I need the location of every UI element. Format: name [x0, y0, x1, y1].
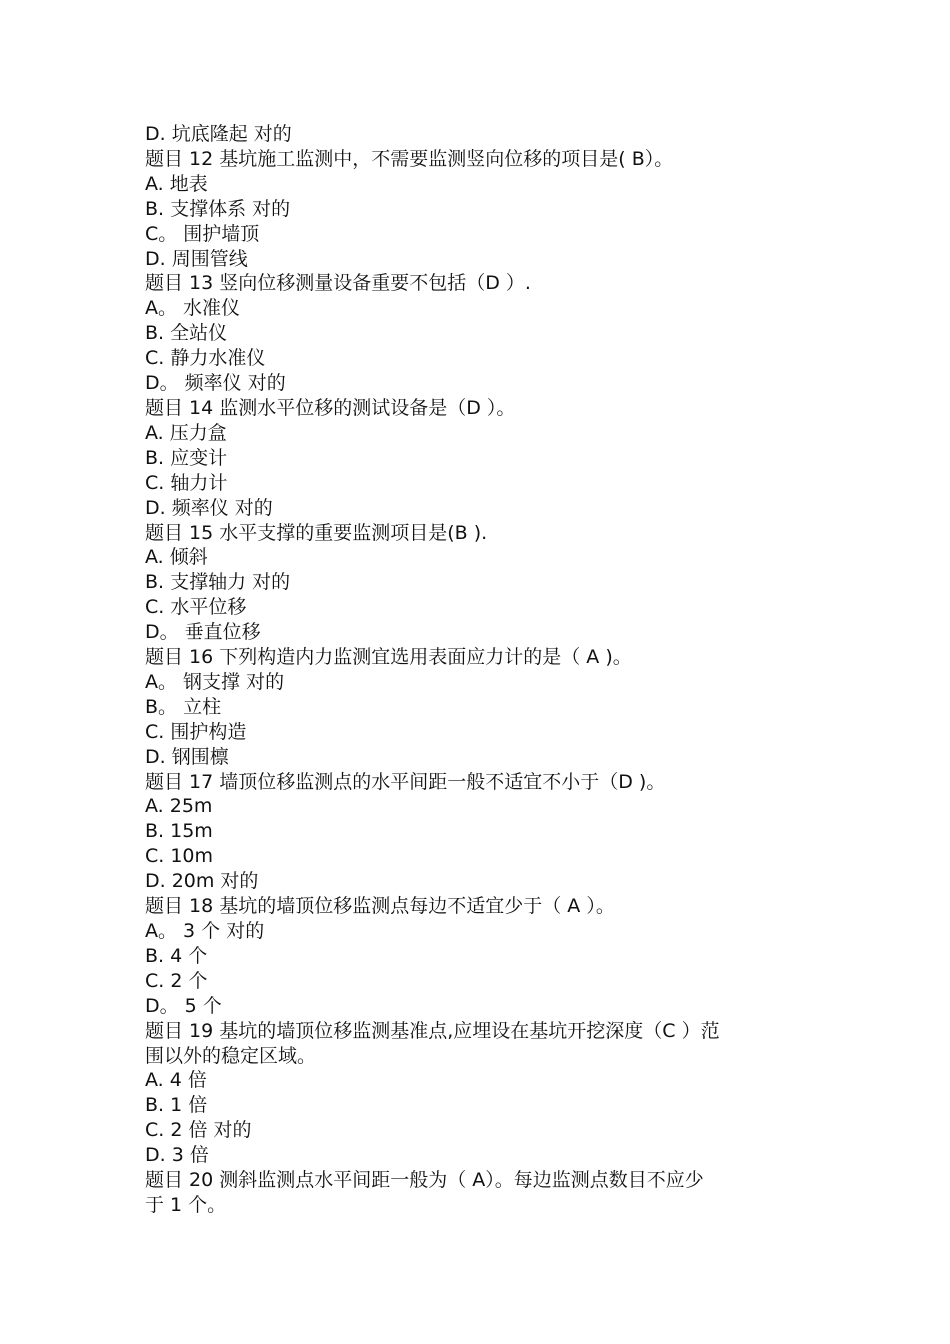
- text-line: C. 2 倍 对的: [145, 1119, 252, 1142]
- text-line: A. 压力盒: [145, 421, 227, 444]
- text-line: 题目 12 基坑施工监测中，不需要监测竖向位移的项目是( B）。: [145, 147, 674, 170]
- text-line: B. 全站仪: [145, 322, 228, 345]
- text-line: A。 3 个 对的: [145, 920, 265, 942]
- text-line: D. 坑底隆起 对的: [145, 123, 292, 145]
- text-line: 于 1 个。: [145, 1193, 227, 1216]
- text-line: C. 2 个: [145, 969, 208, 992]
- text-line: D。 垂直位移: [145, 621, 261, 644]
- text-line: 围以外的稳定区域。: [145, 1044, 317, 1067]
- text-line: B. 4 个: [145, 944, 208, 967]
- text-line: C。 围护墙顶: [145, 222, 260, 245]
- text-line: D. 20m 对的: [145, 870, 259, 893]
- text-line: C. 轴力计: [145, 471, 228, 494]
- text-line: 题目 19 基坑的墙顶位移监测基准点,应埋设在基坑开挖深度（C ）范: [145, 1019, 720, 1042]
- text-line: D. 频率仪 对的: [145, 496, 273, 519]
- text-line: B. 支撑体系 对的: [145, 197, 291, 220]
- text-line: 题目 14 监测水平位移的测试设备是（D ）。: [145, 396, 516, 419]
- text-line: B. 应变计: [145, 446, 228, 469]
- text-line: D. 3 倍: [145, 1144, 209, 1167]
- text-line: A. 25m: [145, 795, 213, 818]
- text-line: C. 围护构造: [145, 720, 247, 743]
- document-body: [145, 122, 810, 1218]
- text-line: B. 1 倍: [145, 1094, 208, 1117]
- text-line: A. 4 倍: [145, 1069, 207, 1092]
- text-line: B。 立柱: [145, 695, 222, 718]
- text-line: A。 钢支撑 对的: [145, 670, 285, 693]
- text-line: D. 周围管线: [145, 247, 248, 270]
- text-line: 题目 18 基坑的墙顶位移监测点每边不适宜少于（ A ）。: [145, 895, 615, 918]
- text-line: D. 钢围檩: [145, 745, 229, 768]
- text-line: D。 5 个: [145, 994, 222, 1017]
- text-line: A. 倾斜: [145, 546, 208, 569]
- text-line: C. 水平位移: [145, 596, 247, 619]
- text-line: C. 静力水准仪: [145, 347, 266, 370]
- text-line: 题目 15 水平支撑的重要监测项目是(B ).: [145, 521, 488, 544]
- text-line: B. 支撑轴力 对的: [145, 571, 291, 594]
- text-line: C. 10m: [145, 845, 214, 868]
- text-line: D。 频率仪 对的: [145, 372, 286, 395]
- text-line: 题目 20 测斜监测点水平间距一般为（ A）。每边监测点数目不应少: [145, 1169, 704, 1192]
- text-line: 题目 13 竖向位移测量设备重要不包括（D ）.: [145, 272, 531, 295]
- text-line: A. 地表: [145, 172, 208, 195]
- text-line: B. 15m: [145, 820, 213, 843]
- text-line: 题目 17 墙顶位移监测点的水平间距一般不适宜不小于（D )。: [145, 770, 666, 793]
- text-line: A。 水准仪: [145, 297, 241, 320]
- text-line: 题目 16 下列构造内力监测宜选用表面应力计的是（ A )。: [145, 646, 632, 669]
